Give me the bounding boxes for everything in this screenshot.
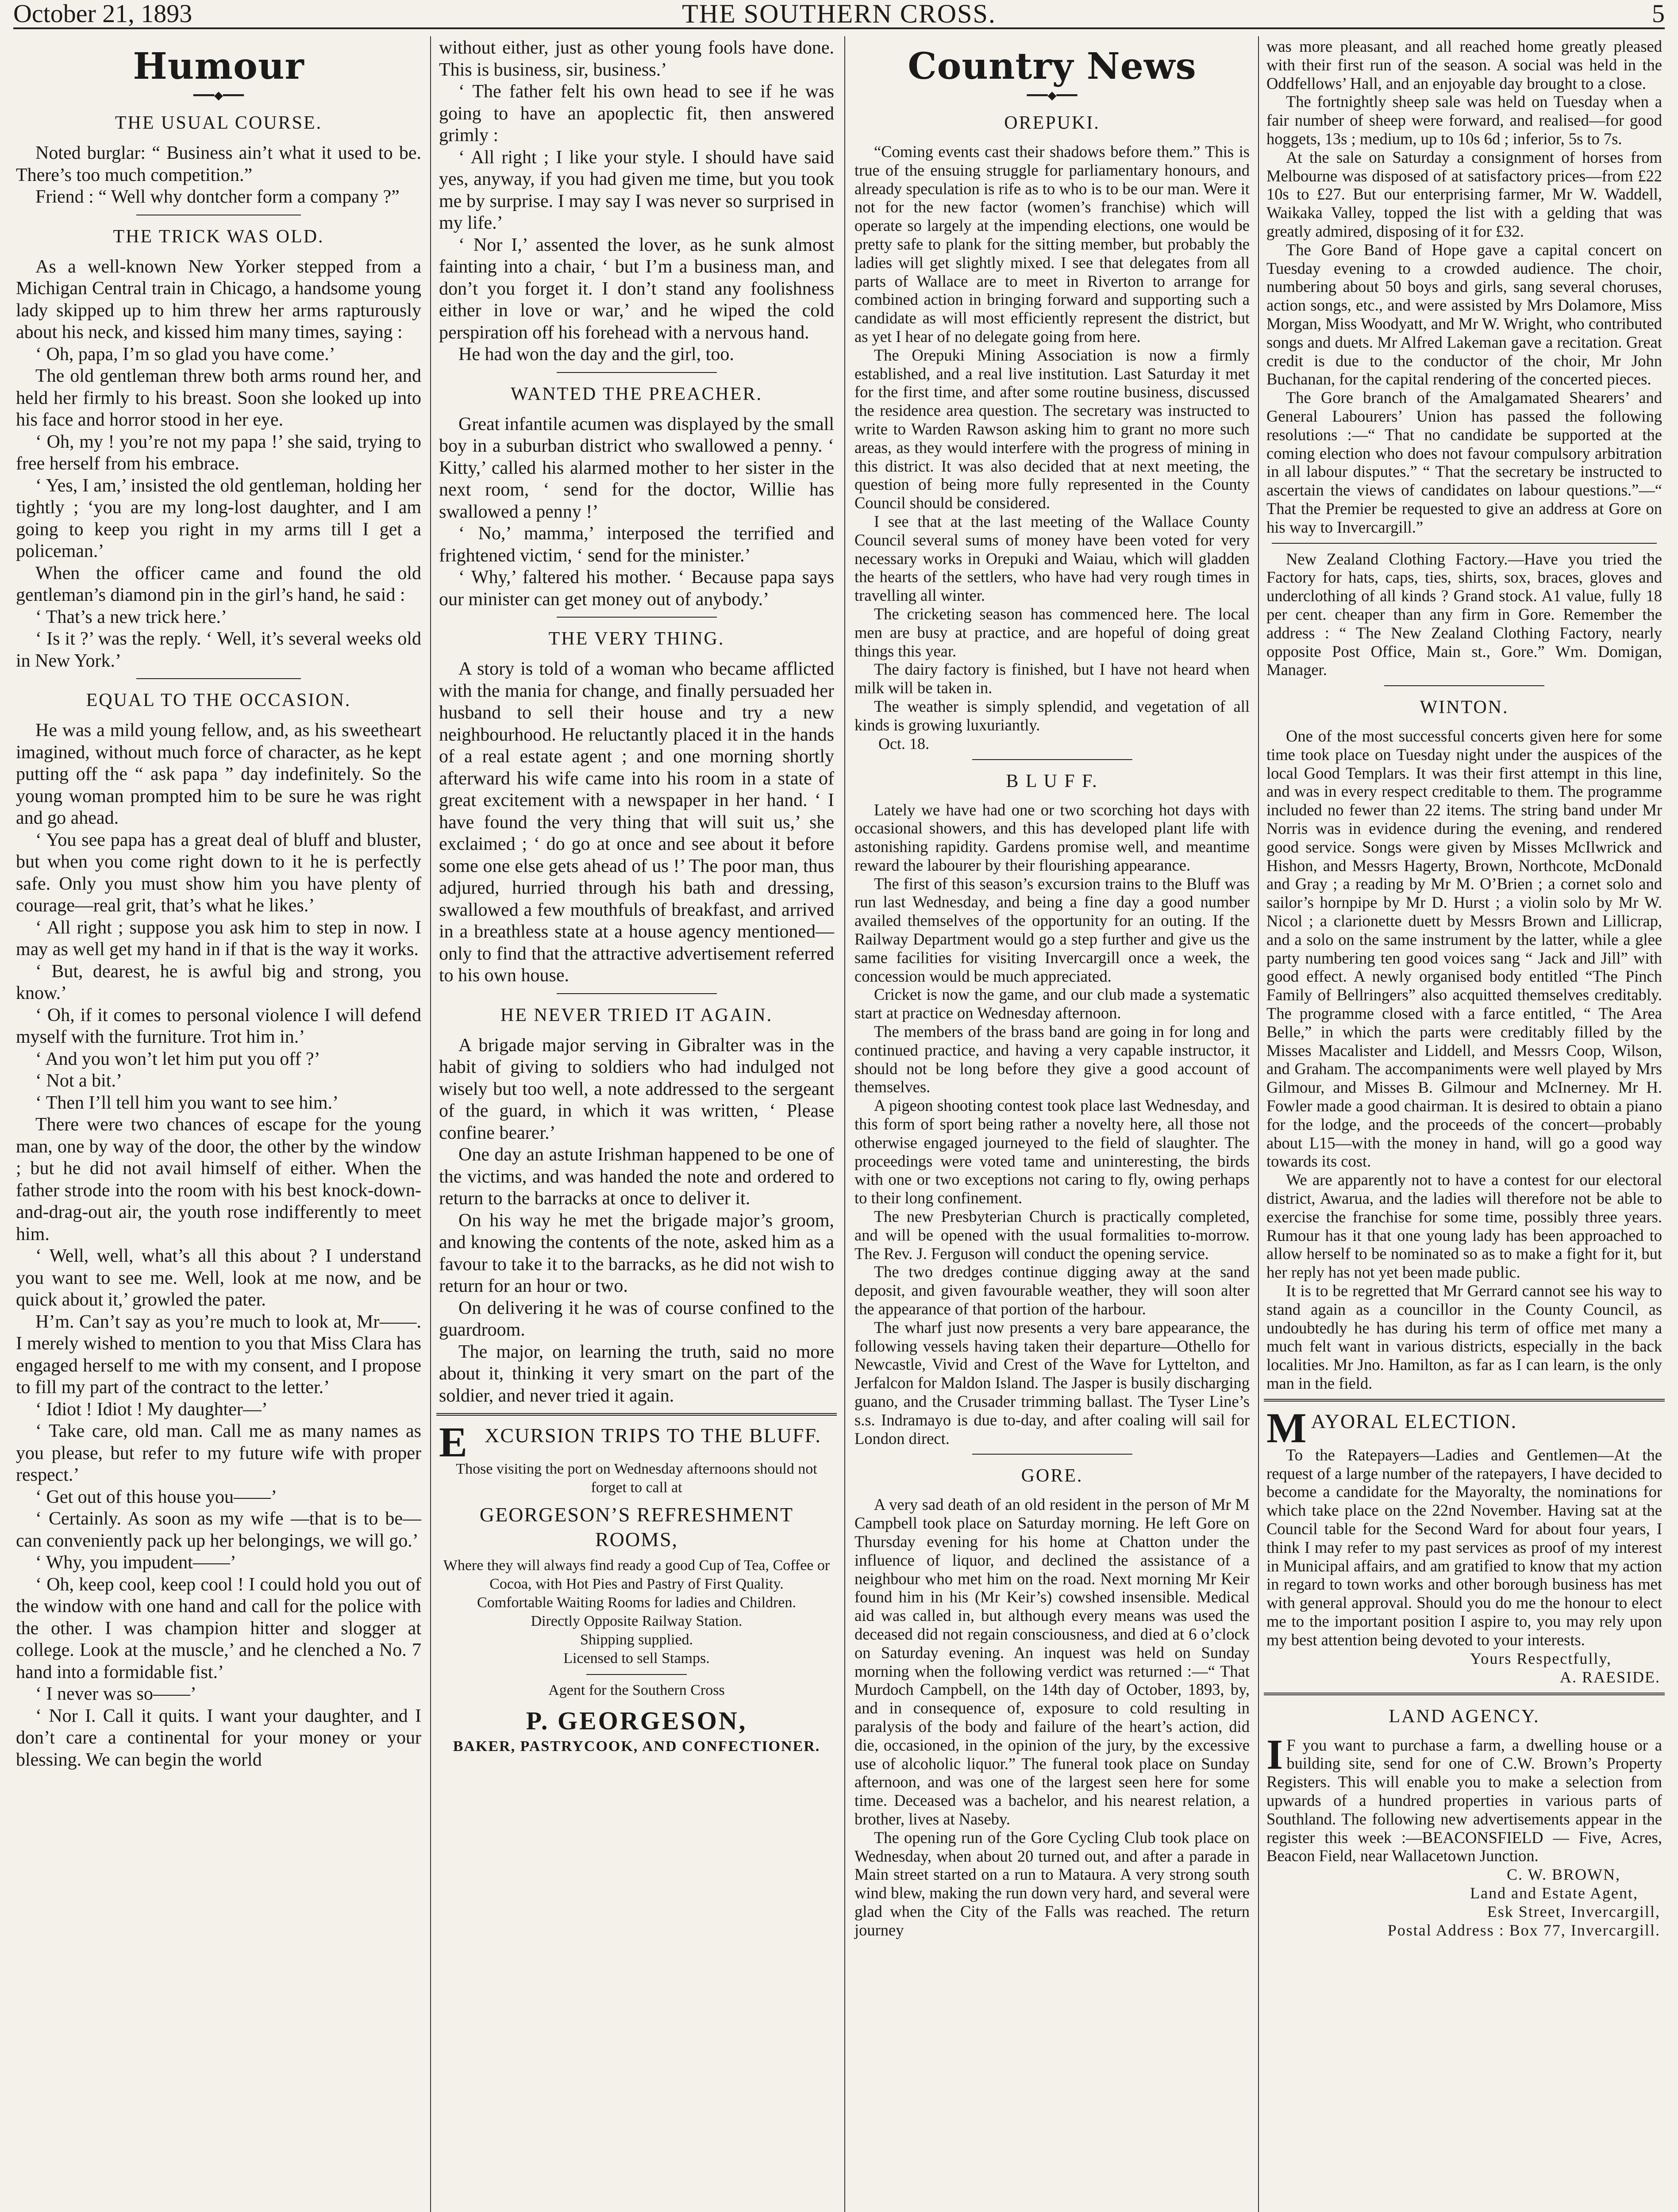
paragraph: He was a mild young fellow, and, as his sweetheart imagined, without much force of character, as he kept putting off the “ ask papa ” day indefinitely. So the young woman prompted him to be sure he was right and go ahead. bbox=[16, 720, 421, 828]
paragraph: without either, just as other young fools have done. This is business, sir, business.’ bbox=[439, 38, 834, 80]
paragraph: The old gentleman threw both arms round her, and held her firmly to his breast. Soon she looked up into his face and horror stood in her eye. bbox=[16, 366, 421, 430]
ad-line: Licensed to sell Stamps. bbox=[563, 1650, 710, 1667]
article-body bbox=[1264, 37, 1665, 537]
article-body bbox=[13, 142, 424, 208]
paragraph bbox=[1266, 1730, 1662, 1866]
section-title-country-news: Country News bbox=[908, 45, 1197, 88]
georgeson-advertisement bbox=[436, 1418, 837, 1756]
paragraph: The first of this season’s excursion trains to the Bluff was run last Wednesday, and being a fine day a good number availed themselves of the opportunity for an outing. If the Railway Department would go a step further and give us the same facilities for visiting Invercargill once a week, the concession would be much appreciated. bbox=[854, 874, 1250, 985]
paragraph-text: F you want to purchase a farm, a dwelling house or a building site, send for one of C.W. Brown’s Property Registers. This will enable you to make a selection from upwards of a hundred properties in various parts of Southland. The following new advertisements appear in the register this week :—BEACONSFIELD — Five, Acres, Beacon Field, near Wallacetown Junction. bbox=[1266, 1736, 1662, 1865]
paragraph: ‘ Nor I,’ assented the lover, as he sunk almost fainting into a chair, ‘ but I’m a business man, and don’t you forget it. I don’t stand any foolishness either in love or war,’ and he wiped the cold perspiration off his forehead with a nervous hand. bbox=[439, 234, 834, 343]
divider bbox=[1264, 1693, 1665, 1695]
ad-title bbox=[1266, 1404, 1662, 1452]
divider bbox=[136, 678, 300, 679]
ad-line: Directly Opposite Railway Station. bbox=[531, 1613, 743, 1629]
divider bbox=[557, 993, 717, 994]
dropcap: M bbox=[1266, 1404, 1308, 1452]
paragraph: ‘ Is it ?’ was the reply. ‘ Well, it’s several weeks old in New York.’ bbox=[16, 629, 421, 671]
ad-business-name: GEORGESON’S REFRESHMENT ROOMS, bbox=[479, 1503, 794, 1551]
paragraph: Noted burglar: “ Business ain’t what it used to be. There’s too much competition.” bbox=[16, 143, 421, 185]
article-head: THE VERY THING. bbox=[548, 629, 725, 649]
paragraph: New Zealand Clothing Factory.—Have you tried the Factory for hats, caps, ties, shirts, sox, braces, gloves and underclothing of all kinds ? Grand stock. A1 value, fully 18 per cent. cheaper than any firm in Gore. Remember the address : “ The New Zealand Clothing Factory, nearly opposite Post Office, Main st., Gore.” Wm. Domigan, Manager. bbox=[1266, 549, 1662, 679]
paragraph: The opening run of the Gore Cycling Club took place on Wednesday, when about 20 turned out, and after a parade in Main street started on a run to Mataura. A very strong south wind blew, making the run down very hard, and several were glad when the City of the Falls was reached. The return journey bbox=[854, 1828, 1250, 1939]
ad-line: Where they will always find ready a good Cup of Tea, Coffee or Cocoa, with Hot Pies and Pastry of First Quality. bbox=[443, 1557, 830, 1592]
paragraph: A brigade major serving in Gibralter was in the habit of giving to soldiers who had indulged not wisely but too well, a note addressed to the sergeant of the guard, in which it was written, ‘ Please confine bearer.’ bbox=[439, 1035, 834, 1143]
dropcap: E bbox=[439, 1418, 469, 1466]
paragraph: I see that at the last meeting of the Wallace County Council several sums of money have been voted for very necessary works in Orepuki and Waiau, which will gladden the hearts of the settlers, who have had very rough times in travelling all winter. bbox=[854, 512, 1250, 605]
paragraph: ‘ Oh, keep cool, keep cool ! I could hold you out of the window with one hand and call for the police with the other. I was champion hitter and slogger at college. Look at the muscle,’ and he clenched a No. 7 hand into a formidable fist.’ bbox=[16, 1574, 421, 1682]
newspaper-title: THE SOUTHERN CROSS. bbox=[682, 0, 996, 28]
paragraph: On delivering it he was of course confined to the guardroom. bbox=[439, 1298, 834, 1340]
paragraph: The weather is simply splendid, and vegetation of all kinds is growing luxuriantly. bbox=[854, 697, 1250, 734]
paragraph: The Orepuki Mining Association is now a firmly established, and a real live institution. Last Saturday it met for the first time, and after some routine business, discussed the residence area question. The secretary was instructed to write to Warden Rawson asking him to grant no more such areas, as they would interfere with the progress of mining in this district. It was also decided that at next meeting, the question of being more fully represented in the County Council should be considered. bbox=[854, 346, 1250, 512]
paragraph: When the officer came and found the old gentleman’s diamond pin in the girl’s hand, he said : bbox=[16, 563, 421, 605]
paragraph: H’m. Can’t say as you’re much to look at, Mr——. I merely wished to mention to you that Miss Clara has engaged herself to me with my consent, and I propose to fill my part of the contract to the letter.’ bbox=[16, 1311, 421, 1398]
divider bbox=[972, 1454, 1132, 1455]
divider bbox=[557, 372, 717, 373]
section-title-humour: Humour bbox=[133, 45, 304, 88]
paragraph: ‘ Certainly. As soon as my wife —that is to be—can conveniently pack up her belongings, we will go.’ bbox=[16, 1509, 421, 1551]
paragraph: A story is told of a woman who became afflicted with the mania for change, and finally persuaded her husband to sell their house and try a new neighbourhood. He reluctantly placed it in the hands of a real estate agent ; and one morning shortly afterward his wife came into his room in a state of great excitement with a newspaper in her hand. ‘ I have found the very thing that will suit us,’ she exclaimed ; ‘ do go at once and see about it before some one else gets ahead of us !’ The poor man, thus adjured, hurried through his bath and dressing, swallowed a few mouthfuls of breakfast, and arrived in a breathless state at a house agency mentioned—only to find that the attractive advertisement referred to his own house. bbox=[439, 659, 834, 986]
paragraph: The Gore branch of the Amalgamated Shearers’ and General Labourers’ Union has passed the following resolutions :—“ That no candidate be supported at the coming election who does not favour compulsory arbitration in all labour disputes.” “ That the secretary be instructed to ascertain the views of candidates on labour questions.”—“ That the Premier be requested to give an address at Gore on his way to Invercargill.” bbox=[1266, 388, 1662, 536]
ad-agent: Agent for the Southern Cross bbox=[548, 1682, 725, 1698]
divider bbox=[1272, 543, 1657, 544]
paragraph: ‘ No,’ mamma,’ interposed the terrified and frightened victim, ‘ send for the minister.’ bbox=[439, 523, 834, 566]
ornament-icon: ━━━◆━━━ bbox=[193, 89, 244, 102]
paragraph: The fortnightly sheep sale was held on Tuesday when a fair number of sheep were forward, and realised—for good hoggets, 13s ; medium, up to 10s 6d ; inferior, 5s to 7s. bbox=[1266, 92, 1662, 148]
paragraph: ‘ Nor I. Call it quits. I want your daughter, and I don’t care a continental for your money or your blessing. We can begin the world bbox=[16, 1705, 421, 1770]
paragraph: We are apparently not to have a contest for our electoral district, Awarua, and the ladies will therefore not be able to exercise the franchise for some time, possibly three years. Rumour has it that one young lady has been approached to allow herself to be nominated so as to make a fight for it, but her reply has not yet been made public. bbox=[1266, 1171, 1662, 1282]
column-3 bbox=[852, 37, 1252, 2212]
paragraph: ‘ Well, well, what’s all this about ? I understand you want to see me. Well, look at me now, and be quick about it,’ growled the pater. bbox=[16, 1246, 421, 1310]
article-body bbox=[436, 37, 837, 366]
article-head: HE NEVER TRIED IT AGAIN. bbox=[500, 1005, 773, 1025]
signature: A. RAESIDE. bbox=[1560, 1668, 1660, 1686]
mayoral-election-notice bbox=[1264, 1404, 1665, 1686]
article-body bbox=[852, 1495, 1252, 1939]
paragraph: Friend : “ Well why dontcher form a company ?” bbox=[35, 187, 400, 207]
column-1 bbox=[13, 37, 424, 2212]
paragraph: One day an astute Irishman happened to be one of the victims, and was handed the note and ordered to return to the barracks at once to deliver it. bbox=[439, 1144, 834, 1209]
postal-address: Postal Address : Box 77, Invercargill. bbox=[1387, 1921, 1660, 1939]
article-body bbox=[436, 1035, 837, 1407]
article-head: THE USUAL COURSE. bbox=[115, 113, 323, 133]
land-agency-advertisement bbox=[1264, 1705, 1665, 1940]
paragraph: was more pleasant, and all reached home greatly pleased with their first run of the season. A social was held in the Oddfellows’ Hall, and an enjoyable day brought to a close. bbox=[1266, 37, 1662, 92]
paragraph: The wharf just now presents a very bare appearance, the following vessels having taken their departure—Othello for Newcastle, Vivid and Crest of the Wave for Lyttelton, and Jerfalcon for Maldon Island. The Jasper is busily discharging guano, and the Crusader trimming ballast. The Tyser Line’s s.s. Indramayo is due to-day, and after coaling will sail for London direct. bbox=[854, 1318, 1250, 1448]
clothing-advertisement bbox=[1264, 550, 1665, 680]
paragraph: It is to be regretted that Mr Gerrard cannot see his way to stand again as a councillor in the County Council, as undoubtedly he has during his term of office met many a much felt want in various districts, especially in the back localities. Mr Jno. Hamilton, as far as I can learn, is the only man in the field. bbox=[1266, 1282, 1662, 1392]
paragraph: ‘ Oh, papa, I’m so glad you have come.’ bbox=[35, 344, 335, 365]
paragraph: ‘ And you won’t let him put you off ?’ bbox=[35, 1048, 320, 1069]
ad-line: Those visiting the port on Wednesday afternoons should not forget to call at bbox=[456, 1461, 817, 1496]
paragraph: ‘ Then I’ll tell him you want to see him.’ bbox=[35, 1092, 339, 1113]
article-head: THE TRICK WAS OLD. bbox=[113, 226, 324, 247]
paragraph: ‘ Oh, my ! you’re not my papa !’ she said, trying to free herself from his embrace. bbox=[16, 431, 421, 474]
masthead bbox=[13, 0, 1665, 29]
paragraph: ‘ Idiot ! Idiot ! My daughter—’ bbox=[35, 1399, 268, 1420]
article-body bbox=[13, 256, 424, 672]
paragraph: He had won the day and the girl, too. bbox=[458, 344, 734, 365]
agent-name: C. W. BROWN, bbox=[1506, 1866, 1620, 1884]
paragraph: ‘ The father felt his own head to see if he was going to have an apoplectic fit, then answered grimly : bbox=[439, 81, 834, 146]
paragraph: ‘ But, dearest, he is awful big and strong, you know.’ bbox=[16, 961, 421, 1003]
paragraph: “Coming events cast their shadows before them.” This is true of the ensuing struggle for parliamentary honours, and already speculation is rife as to who is to be our man. Were it not for the new factor (women’s franchise) which will operate so largely at the impending elections, one would be pretty safe to plank for the sitting member, but probably the ladies will get slightly mixed. I see that delegates from all parts of Wallace are to meet in Riverton to arrange for combined action in bringing forward and supporting such a candidate as will most efficiently represent the district, but as yet I hear of no delegate going from here. bbox=[854, 142, 1250, 346]
paragraph: To the Ratepayers—Ladies and Gentlemen—At the request of a large number of the ratepayers, I have decided to become a candidate for the Mayoralty, the nominations for which take place on the 22nd November. Having sat at the Council table for the Second Ward for about four years, I think I may refer to my past services as proof of my interest in Municipal affairs, and am gratified to know that my action in regard to town works and other borough business has met with general approval. Should you do me the honour to elect me to the important position I aspire to, you may rely upon my best attention being devoted to your interests. bbox=[1266, 1445, 1662, 1649]
paragraph: One of the most successful concerts given here for some time took place on Tuesday night under the auspices of the local Good Templars. It was their first attempt in this line, and was in every respect creditable to them. The programme included no fewer than 22 items. The string band under Mr Norris was in evidence during the evening, and rendered good service. Songs were given by Misses McIlwrick and Hishon, and Messrs Hagerty, Brown, Northcote, McDonald and Gray ; a reading by Mr M. O’Brien ; a cornet solo and sailor’s hornpipe by Mr D. Hurst ; a violin solo by Mr W. Nicol ; a clarionette duett by Messrs Brown and Lillicrap, and a solo on the same instrument by the latter, while a glee party numbering ten good voices sang “ Jack and Jill” with good effect. A newly organised body entitled “The Pinch Family of Bellringers” also acquitted themselves creditably. The programme closed with a farce entitled, “ The Area Belle,” in which the parts were creditably filled by the Misses Macalister and Liddell, and Messrs Coop, Wilson, and Graham. The accompaniments were well played by Mrs Gilmour, and Misses B. Gilmour and McInerney. Mr H. Fowler made a good chairman. It is desired to obtain a piano for the lodge, and the proceeds of the concert—probably about L15—with the money in hand, will go a good way towards its cost. bbox=[1266, 727, 1662, 1171]
paragraph: The new Presbyterian Church is practically completed, and will be opened with the usual formalities to-morrow. The Rev. J. Ferguson will conduct the opening service. bbox=[854, 1207, 1250, 1263]
ad-line: Comfortable Waiting Rooms for ladies and Children. bbox=[477, 1594, 796, 1611]
article-body bbox=[1264, 727, 1665, 1393]
paragraph: ‘ Yes, I am,’ insisted the old gentleman, holding her tightly ; ‘you are my long-lost daughter, and I am going to keep you right in my arms till I get a policeman.’ bbox=[16, 475, 421, 561]
paragraph: The dairy factory is finished, but I have not heard when milk will be taken in. bbox=[854, 660, 1250, 697]
divider bbox=[586, 1674, 686, 1675]
paragraph: ‘ You see papa has a great deal of bluff and bluster, but when you come right down to it he is perfectly safe. Only you must show him you have plenty of courage—real grit, that’s what he likes.’ bbox=[16, 830, 421, 916]
paragraph: ‘ Why, you impudent——’ bbox=[35, 1552, 236, 1573]
article-head: EQUAL TO THE OCCASION. bbox=[86, 690, 351, 710]
divider bbox=[557, 617, 717, 618]
article-body bbox=[852, 801, 1252, 1448]
ad-proprietor: P. GEORGESON, bbox=[526, 1706, 747, 1735]
paragraph: On his way he met the brigade major’s groom, and knowing the contents of the note, asked him as a favour to take it to the barracks, as he did not wish to return for an hour or two. bbox=[439, 1210, 834, 1296]
paragraph: The members of the brass band are going in for long and continued practice, and having a very capable instructor, it should not be long before they give a good account of themselves. bbox=[854, 1022, 1250, 1096]
article-head: GORE. bbox=[1021, 1466, 1083, 1486]
paragraph: ‘ All right ; I like your style. I should have said yes, anyway, if you had given me time, but you took me by surprise. I may say I was never so surprised in my life.’ bbox=[439, 147, 834, 233]
column-4 bbox=[1264, 37, 1665, 2212]
paragraph: Cricket is now the game, and our club made a systematic start at practice on Wednesday afternoon. bbox=[854, 985, 1250, 1022]
article-body bbox=[436, 658, 837, 987]
paragraph: ‘ I never was so——’ bbox=[35, 1684, 196, 1704]
article-body bbox=[852, 142, 1252, 734]
paragraph: ‘ Oh, if it comes to personal violence I will defend myself with the furniture. Trot him in.’ bbox=[16, 1005, 421, 1047]
paragraph: The cricketing season has commenced here. The local men are busy at practice, and are hopeful of doing great things this year. bbox=[854, 604, 1250, 660]
paragraph: Great infantile acumen was displayed by the small boy in a suburban district who swallowed a penny. ‘ Kitty,’ called his alarmed mother to her sister in the next room, ‘ send for the doctor, Willie has swallowed a penny !’ bbox=[439, 414, 834, 522]
article-head: OREPUKI. bbox=[1004, 113, 1100, 133]
agent-address: Esk Street, Invercargill, bbox=[1487, 1903, 1660, 1921]
article-head: WINTON. bbox=[1420, 697, 1509, 718]
paragraph: ‘ Take care, old man. Call me as many names as you please, but refer to my future wife with proper respect.’ bbox=[16, 1421, 421, 1485]
column-rule bbox=[430, 36, 431, 2212]
article-head: B L U F F. bbox=[1006, 771, 1098, 791]
divider bbox=[972, 759, 1132, 760]
divider bbox=[1384, 685, 1544, 686]
paragraph: ‘ All right ; suppose you ask him to step in now. I may as well get my hand in if that is the way it works. bbox=[16, 917, 421, 960]
ad-line: Shipping supplied. bbox=[580, 1632, 693, 1648]
paragraph: There were two chances of escape for the young man, one by way of the door, the other by the window ; but he did not avail himself of either. When the father strode into the room with his best knock-down-and-drag-out air, the youth rose indifferently to meet him. bbox=[16, 1114, 421, 1244]
paragraph: A very sad death of an old resident in the person of Mr M Campbell took place on Saturday morning. He left Gore on Thursday evening for his home at Chatton under the influence of liquor, and declined the assistance of a neighbour who met him on the road. Next morning Mr Keir found him in his (Mr Keir’s) cowshed insensible. Medical aid was called in, but although every means was used the deceased did not regain consciousness, and died at 6 o’clock on Saturday evening. An inquest was held on Sunday morning when the following verdict was returned :—“ That Murdoch Campbell, on the 14th day of October, 1893, by, and in consequence of, exposure to cold resulting in paralysis of the body and failure of the heart’s action, did die, occasioned, in the opinion of the jury, by the excessive use of alcoholic liquor.” The funeral took place on Sunday afternoon, and was one of the largest seen here for some time. Deceased was a bachelor, and his nearest relation, a brother, lives at Naseby. bbox=[854, 1495, 1250, 1828]
agent-role: Land and Estate Agent, bbox=[1470, 1884, 1638, 1902]
article-body bbox=[1264, 1730, 1665, 1866]
article-head: LAND AGENCY. bbox=[1389, 1706, 1540, 1727]
article-body bbox=[436, 414, 837, 611]
column-rule bbox=[1258, 36, 1259, 2212]
closing: Yours Respectfully, bbox=[1470, 1649, 1612, 1667]
issue-date: October 21, 1893 bbox=[13, 0, 192, 28]
paragraph: The Gore Band of Hope gave a capital concert on Tuesday evening to a crowded audience. The choir, numbering about 50 boys and girls, sang several choruses, action songs, etc., and were assisted by Mrs Dolamore, Miss Morgan, Miss Woodyatt, and Mr W. Wright, who contributed songs and duets. Mr Alfred Lakeman gave a recitation. Great credit is due to the conductor of the choir, Mr John Buchanan, for the capital rendering of the concerted pieces. bbox=[1266, 240, 1662, 388]
paragraph: ‘ Get out of this house you——’ bbox=[35, 1486, 277, 1507]
column-rule bbox=[844, 36, 845, 2212]
paragraph: The major, on learning the truth, said no more about it, thinking it very smart on the part of the soldier, and never tried it again. bbox=[439, 1341, 834, 1406]
page-number: 5 bbox=[1652, 0, 1665, 28]
ad-title-text: AYORAL ELECTION. bbox=[1311, 1409, 1517, 1432]
paragraph: ‘ Why,’ faltered his mother. ‘ Because papa says our minister can get money out of anybody.’ bbox=[439, 567, 834, 610]
paragraph: As a well-known New Yorker stepped from a Michigan Central train in Chicago, a handsome young lady skipped up to him threw her arms rapturously about his neck, and kissed him many times, saying : bbox=[16, 256, 421, 342]
paragraph: A pigeon shooting contest took place last Wednesday, and this form of sport being rather a novelty here, all those not otherwise engaged journeyed to the field of slaughter. The proceedings were voted tame and uninteresting, the birds with one or two exceptions not caring to fly, owing perhaps to their long confinement. bbox=[854, 1096, 1250, 1207]
paragraph: At the sale on Saturday a consignment of horses from Melbourne was disposed of at satisfactory prices—from £22 10s to £27. But our enterprising farmer, Mr W. Waddell, Waikaka Valley, topped the list with a gelding that was greatly admired, disposing of it for £32. bbox=[1266, 148, 1662, 240]
article-body bbox=[1264, 1446, 1665, 1649]
ornament-icon: ━━━◆━━━ bbox=[1027, 89, 1078, 102]
paragraph: ‘ Not a bit.’ bbox=[35, 1071, 122, 1091]
article-head: WANTED THE PREACHER. bbox=[510, 384, 763, 404]
divider bbox=[1264, 1399, 1665, 1402]
ad-title-text: XCURSION TRIPS TO THE BLUFF. bbox=[485, 1424, 821, 1447]
dateline: Oct. 18. bbox=[878, 734, 929, 753]
ad-trade: BAKER, PASTRYCOOK, AND CONFECTIONER. bbox=[453, 1738, 820, 1755]
column-2 bbox=[436, 37, 837, 2212]
paragraph: ‘ That’s a new trick here.’ bbox=[35, 607, 227, 627]
article-body bbox=[13, 720, 424, 1771]
divider bbox=[436, 1413, 837, 1416]
ad-title bbox=[439, 1418, 834, 1466]
paragraph: The two dredges continue digging away at the sand deposit, and given favourable weather, they will soon alter the appearance of that portion of the harbour. bbox=[854, 1263, 1250, 1318]
paragraph: Lately we have had one or two scorching hot days with occasional showers, and this has developed plant life with astonishing rapidity. Gardens promise well, and meantime reward the labourer by their flourishing appearance. bbox=[854, 800, 1250, 874]
dropcap: I bbox=[1266, 1730, 1283, 1778]
